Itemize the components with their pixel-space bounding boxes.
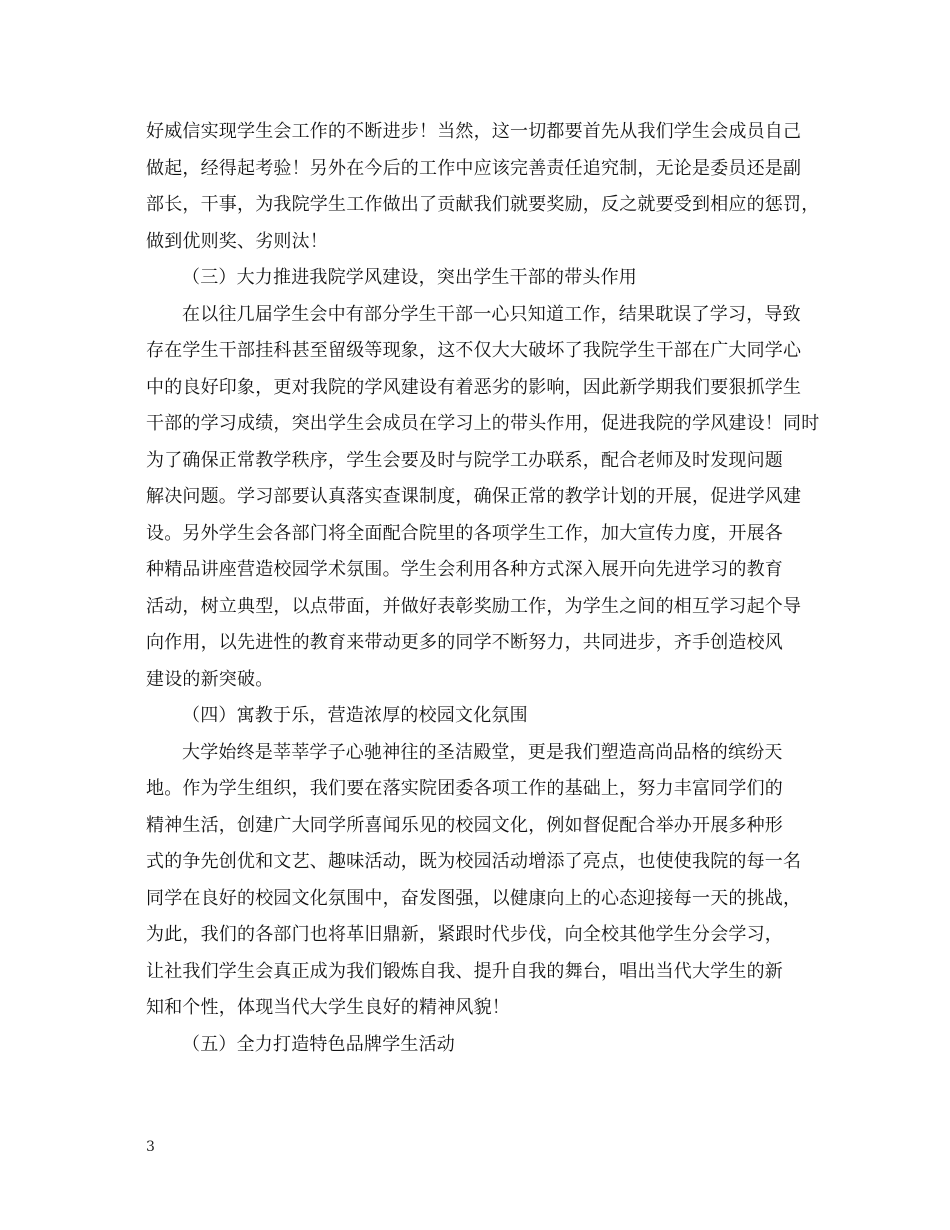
body-text-line: 让社我们学生会真正成为我们锻炼自我、提升自我的舞台，唱出当代大学生的新 <box>146 961 783 982</box>
body-text-line: 地。作为学生组织，我们要在落实院团委各项工作的基础上，努力丰富同学们的 <box>146 778 783 799</box>
section-heading-4: （四）寓教于乐，营造浓厚的校园文化氛围 <box>182 705 528 726</box>
body-text-line: 建设的新突破。 <box>146 669 274 690</box>
section-heading-5: （五）全力打造特色品牌学生活动 <box>182 1034 455 1055</box>
body-text-line: 为此，我们的各部门也将革旧鼎新，紧跟时代步伐，向全校其他学生分会学习， <box>146 924 783 945</box>
body-text-line: 种精品讲座营造校园学术氛围。学生会利用各种方式深入展开向先进学习的教育 <box>146 559 783 580</box>
body-text-line: 解决问题。学习部要认真落实查课制度，确保正常的教学计划的开展，促进学风建 <box>146 486 802 507</box>
body-text-line: 好威信实现学生会工作的不断进步！当然，这一切都要首先从我们学生会成员自己 <box>146 121 802 142</box>
body-text-line: 向作用，以先进性的教育来带动更多的同学不断努力，共同进步，齐手创造校风 <box>146 632 783 653</box>
body-text-line: 设。另外学生会各部门将全面配合院里的各项学生工作，加大宣传力度，开展各 <box>146 523 783 544</box>
body-text-line: 干部的学习成绩，突出学生会成员在学习上的带头作用，促进我院的学风建设！同时 <box>146 413 820 434</box>
body-text-line: 部长，干事，为我院学生工作做出了贡献我们就要奖励，反之就要受到相应的惩罚， <box>146 194 820 215</box>
page-number: 3 <box>146 1139 155 1155</box>
body-text-line: 为了确保正常教学秩序，学生会要及时与院学工办联系，配合老师及时发现问题 <box>146 450 783 471</box>
body-text-line: 中的良好印象，更对我院的学风建设有着恶劣的影响，因此新学期我们要狠抓学生 <box>146 377 802 398</box>
body-text-line: 知和个性，体现当代大学生良好的精神风貌！ <box>146 997 510 1018</box>
body-text-line: 做起，经得起考验！另外在今后的工作中应该完善责任追究制，无论是委员还是副 <box>146 158 802 179</box>
body-text-line: 大学始终是莘莘学子心驰神往的圣洁殿堂，更是我们塑造高尚品格的缤纷天 <box>182 742 783 763</box>
body-text-line: 活动，树立典型，以点带面，并做好表彰奖励工作，为学生之间的相互学习起个导 <box>146 596 802 617</box>
body-text-line: 精神生活，创建广大同学所喜闻乐见的校园文化，例如督促配合举办开展多种形 <box>146 815 783 836</box>
body-text-line: 同学在良好的校园文化氛围中，奋发图强，以健康向上的心态迎接每一天的挑战， <box>146 888 802 909</box>
body-text-line: 存在学生干部挂科甚至留级等现象，这不仅大大破坏了我院学生干部在广大同学心 <box>146 340 802 361</box>
body-text-line: 式的争先创优和文艺、趣味活动，既为校园活动增添了亮点，也使使我院的每一名 <box>146 851 802 872</box>
body-text-line: 在以往几届学生会中有部分学生干部一心只知道工作，结果耽误了学习，导致 <box>182 304 801 325</box>
section-heading-3: （三）大力推进我院学风建设，突出学生干部的带头作用 <box>182 267 637 288</box>
body-text-line: 做到优则奖、劣则汰！ <box>146 231 328 252</box>
